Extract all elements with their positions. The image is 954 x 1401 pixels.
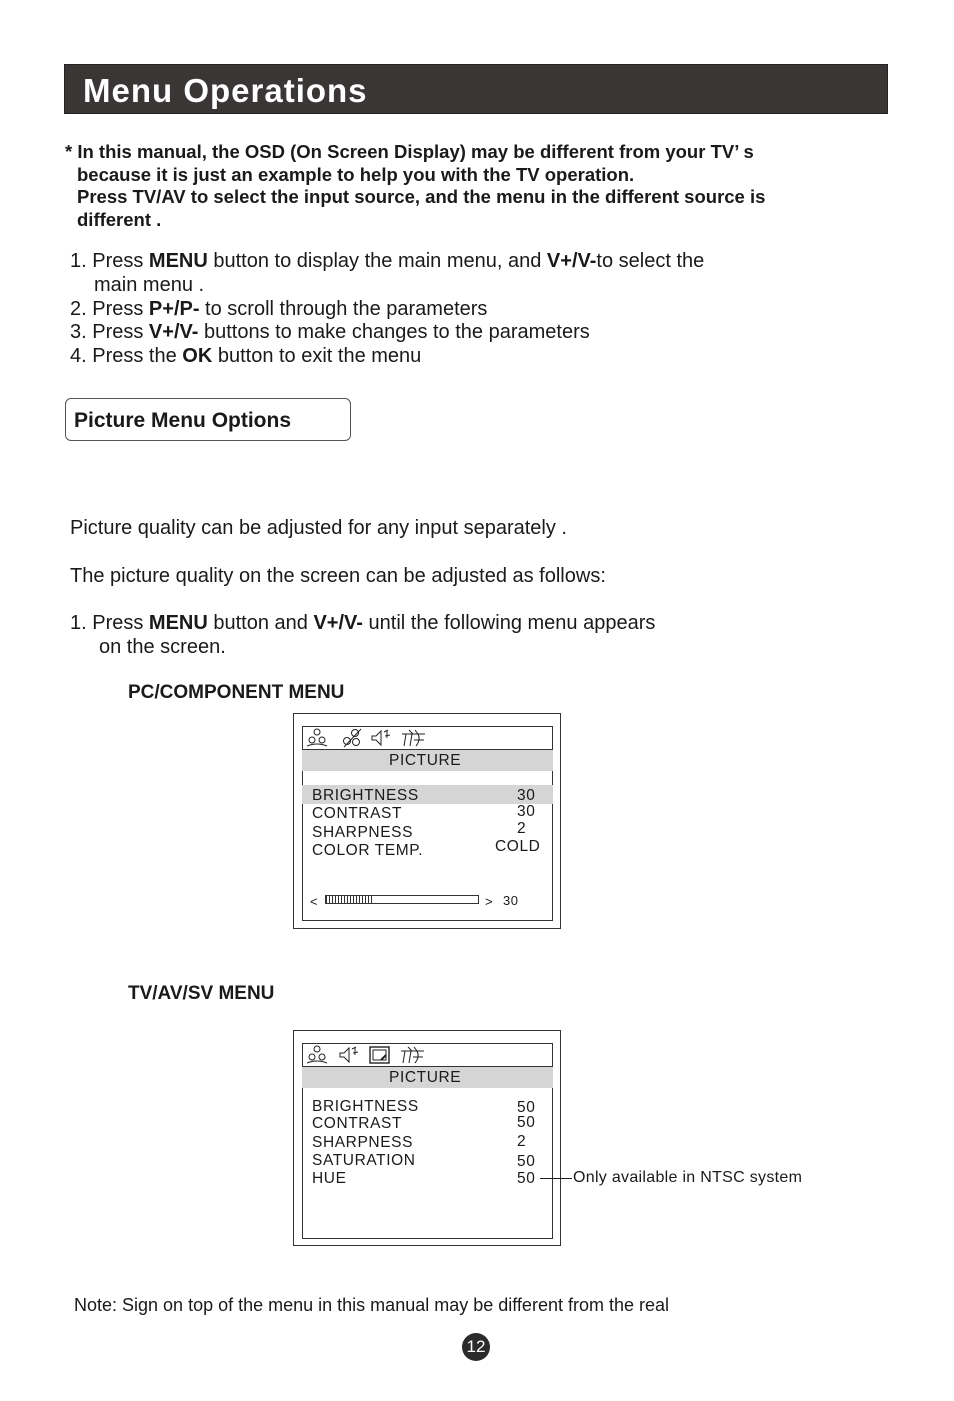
sound-icon [338,1045,360,1065]
step-text: button to exit the menu [212,345,422,368]
intro-note [65,141,895,231]
pc-menu-osd [293,713,561,929]
color-icon [341,728,363,748]
osd-item-label[interactable]: CONTRAST [312,1115,403,1132]
page-number: 12 [462,1333,490,1361]
osd-icon-row [302,726,553,750]
step-4 [70,345,704,369]
step-1-cont: main menu . [94,273,205,296]
title-bar [64,64,888,114]
step-key: OK [182,345,213,368]
page-title: Menu Operations [83,72,368,109]
step-text: 1. Press [70,250,149,272]
osd-item-label[interactable]: BRIGHTNESS [312,1098,419,1115]
osd-item-value: 30 [517,787,536,804]
tv-menu-heading: TV/AV/SV MENU [128,983,275,1004]
section-title: Picture Menu Options [74,409,292,432]
step-text: 1. Press [70,612,149,634]
step-key: V+/V- [148,321,199,344]
osd-item-label[interactable]: SHARPNESS [312,824,414,841]
note-line: different . [77,208,162,230]
osd-item-label[interactable]: BRIGHTNESS [312,787,419,804]
picture-icon [306,1045,328,1065]
function-icon [401,728,427,748]
chevron-right-icon[interactable]: > [485,894,493,909]
step-text: button to display the main menu, and [207,250,547,272]
function-icon [400,1045,426,1065]
body-step-cont: on the screen. [99,636,226,658]
section-heading-box [65,398,351,441]
picture-icon [306,728,328,748]
step-key: MENU [148,250,208,272]
step-text: until the following menu appears [362,612,656,634]
chevron-left-icon[interactable]: < [310,894,318,909]
sound-icon [370,728,392,748]
screen-icon [369,1045,391,1065]
osd-item-value: 50 [517,1114,536,1131]
osd-slider-fill [326,896,372,903]
step-key: MENU [148,612,208,634]
osd-slider-value: 30 [503,893,519,908]
osd-item-label[interactable]: SATURATION [312,1152,416,1169]
hue-callout-note: Only available in NTSC system [573,1169,803,1186]
step-text: to scroll through the parameters [199,297,488,320]
body-paragraph: The picture quality on the screen can be adjusted as follows: [70,565,606,587]
step-text: to select the [596,250,705,272]
step-text: 2. Press [70,297,149,320]
osd-slider-track[interactable] [325,895,479,904]
osd-item-label[interactable]: COLOR TEMP. [312,842,424,859]
note-line: Press TV/AV to select the input source, and the menu in the different source is [77,186,766,207]
body-step [70,612,655,635]
osd-title: PICTURE [389,752,462,769]
osd-item-value: 50 [517,1153,536,1170]
operation-steps [70,250,704,369]
osd-item-label[interactable]: CONTRAST [312,805,403,822]
note-line: because it is just an example to help you with the TV operation. [77,163,635,185]
osd-item-label[interactable]: HUE [312,1170,347,1187]
osd-item-value: 50 [517,1099,536,1116]
osd-item-label[interactable]: SHARPNESS [312,1134,414,1151]
step-2 [70,298,704,322]
body-paragraph: Picture quality can be adjusted for any input separately . [70,517,567,539]
step-key: P+/P- [148,297,200,320]
step-key: V+/V- [546,250,597,272]
step-key: V+/V- [313,612,363,634]
callout-line [540,1178,572,1179]
osd-item-value: 50 [517,1170,536,1187]
footer-note: Note: Sign on top of the menu in this manual may be different from the real [74,1295,670,1315]
pc-menu-heading: PC/COMPONENT MENU [128,682,345,703]
osd-item-value: 2 [517,820,527,837]
note-line: * In this manual, the OSD (On Screen Display) may be different from your TV’ s [65,141,754,162]
step-text: 4. Press the [70,345,183,368]
tv-menu-osd [293,1030,561,1246]
osd-item-value: COLD [495,838,541,855]
osd-title: PICTURE [389,1069,462,1086]
step-text: button and [207,612,314,634]
step-text: buttons to make changes to the parameters [198,321,590,344]
osd-item-value: 30 [517,803,536,820]
osd-item-value: 2 [517,1133,527,1150]
step-3 [70,321,704,345]
step-1 [70,250,704,274]
osd-icon-row [302,1043,553,1067]
step-text: 3. Press [70,321,149,344]
